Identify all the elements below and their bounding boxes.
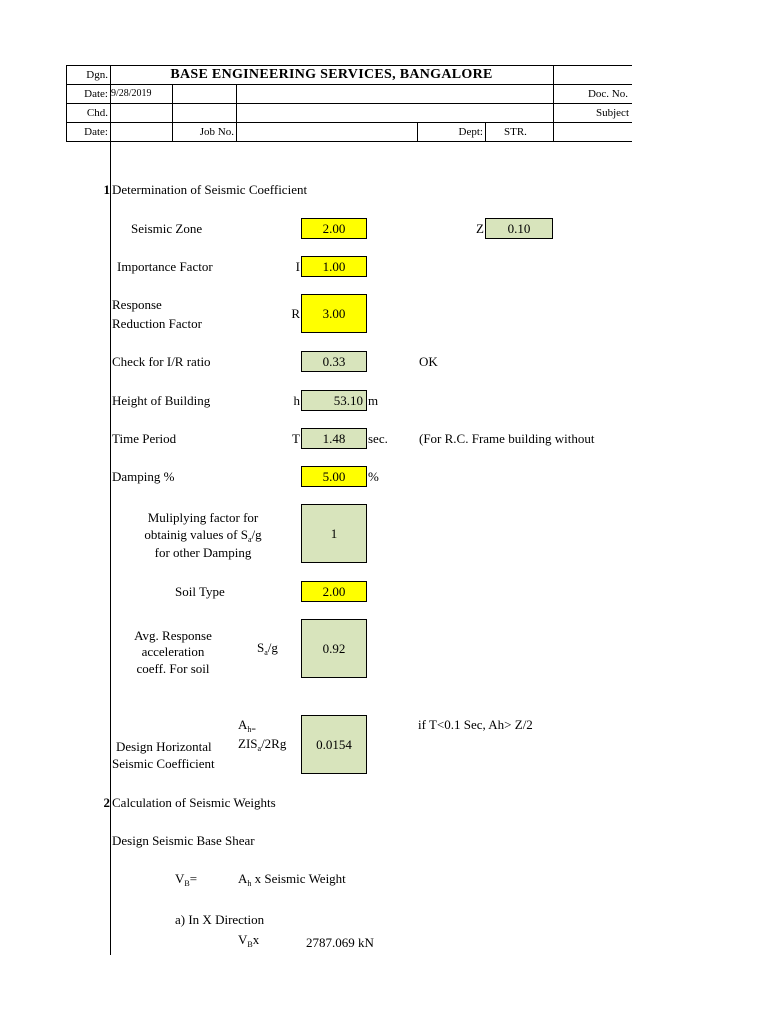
sa-text-b: /g [267,640,278,655]
base-shear-label: Design Seismic Base Shear [112,833,255,848]
height-symbol: h [293,393,300,408]
ah-value: 0.0154 [301,715,367,774]
subject-label: Subject [596,107,629,119]
seismic-zone-label: Seismic Zone [131,221,203,236]
section-title-2: Calculation of Seismic Weights [112,795,276,810]
dept-label: Dept: [458,126,483,138]
soil-type-value[interactable]: 2.00 [301,581,367,602]
avg-response-label-line2: acceleration [141,644,205,659]
ah-sub: h= [247,725,256,734]
vbx-sub: B [247,940,253,949]
vbx-number: 2787.069 [306,935,355,950]
ah-formula-b: /2Rg [261,736,287,751]
mult-text-b: /g [251,527,262,542]
vbx-unit: kN [358,935,374,950]
grid-line [553,65,554,142]
ir-ratio-label: Check for I/R ratio [112,354,211,369]
response-reduction-value[interactable]: 3.00 [301,294,367,333]
ah-symbol [238,717,256,738]
mult-text-a: obtainig values of S [144,527,248,542]
design-horizontal-label-line2: Seismic Coefficient [112,756,215,771]
height-value: 53.10 [301,390,367,411]
grid-line [66,141,632,142]
chd-label: Chd. [86,107,108,119]
time-period-note: (For R.C. Frame building without [419,431,595,446]
formula-a: A [238,871,248,886]
ah-text-a: A [238,717,248,732]
vbx-text-b: x [252,932,260,947]
grid-line [66,84,632,85]
time-period-unit: sec. [368,431,388,446]
dept-value: STR. [504,126,527,138]
company-name: BASE ENGINEERING SERVICES, BANGALORE [170,67,493,82]
avg-response-value: 0.92 [301,619,367,678]
section-number: 1 [103,182,110,197]
damping-unit: % [368,469,379,484]
z-value: 0.10 [485,218,553,239]
importance-factor-value[interactable]: 1.00 [301,256,367,277]
importance-factor-label: Importance Factor [117,259,213,274]
vb-text-a: V [175,871,185,886]
time-period-symbol: T [292,431,300,446]
ah-formula-sub: a [257,744,262,753]
vb-symbol [175,871,197,892]
vb-eq: = [189,871,198,886]
grid-line [110,65,111,955]
damping-label: Damping % [112,469,175,484]
time-period-value: 1.48 [301,428,367,449]
importance-symbol: I [295,259,300,274]
ah-formula-a: ZIS [238,736,258,751]
date-label-2: Date: [84,126,108,138]
date-value: 9/28/2019 [111,88,152,99]
soil-type-label: Soil Type [175,584,225,599]
multiplying-factor-label-line3: for other Damping [154,545,252,560]
doc-no-label: Doc. No. [587,88,628,100]
damping-value[interactable]: 5.00 [301,466,367,487]
vb-sub: B [184,879,190,888]
ah-note: if T<0.1 Sec, Ah> Z/2 [418,717,533,732]
vbx-symbol [238,932,259,953]
avg-response-label-line3: coeff. For soil [136,661,210,676]
job-no-label: Job No. [199,126,234,138]
design-horizontal-label-line1: Design Horizontal [116,739,212,754]
vbx-value [306,935,374,951]
x-direction-label: a) In X Direction [175,912,265,927]
ir-ratio-value: 0.33 [301,351,367,372]
seismic-zone-value[interactable]: 2.00 [301,218,367,239]
response-label-line1: Response [112,297,162,312]
grid-line [66,103,632,104]
height-label: Height of Building [112,393,211,408]
mult-sub: a [247,535,252,544]
date-label: Date: [84,88,108,100]
vbx-text-a: V [238,932,248,947]
grid-line [66,122,632,123]
height-unit: m [368,393,379,408]
dgn-label: Dgn. [86,69,108,81]
response-symbol: R [291,306,300,321]
section-title: Determination of Seismic Coefficient [112,182,308,197]
response-label-line2: Reduction Factor [112,316,202,331]
section-number-2: 2 [103,795,110,810]
formula-b: x Seismic Weight [254,871,346,886]
z-symbol: Z [476,221,484,236]
grid-line [417,122,418,142]
time-period-label: Time Period [112,431,177,446]
grid-line [485,122,486,142]
sa-text-a: S [257,640,265,655]
formula-sub: h [247,879,252,888]
sa-sub: a [264,648,268,657]
multiplying-factor-value: 1 [301,504,367,563]
sa-g-symbol [257,640,278,661]
avg-response-label-line1: Avg. Response [134,628,212,643]
ir-ratio-status: OK [419,354,438,369]
base-shear-formula [238,871,346,892]
grid-line [236,84,237,142]
ah-formula [238,736,286,757]
multiplying-factor-label-line1: Muliplying factor for [147,510,259,525]
